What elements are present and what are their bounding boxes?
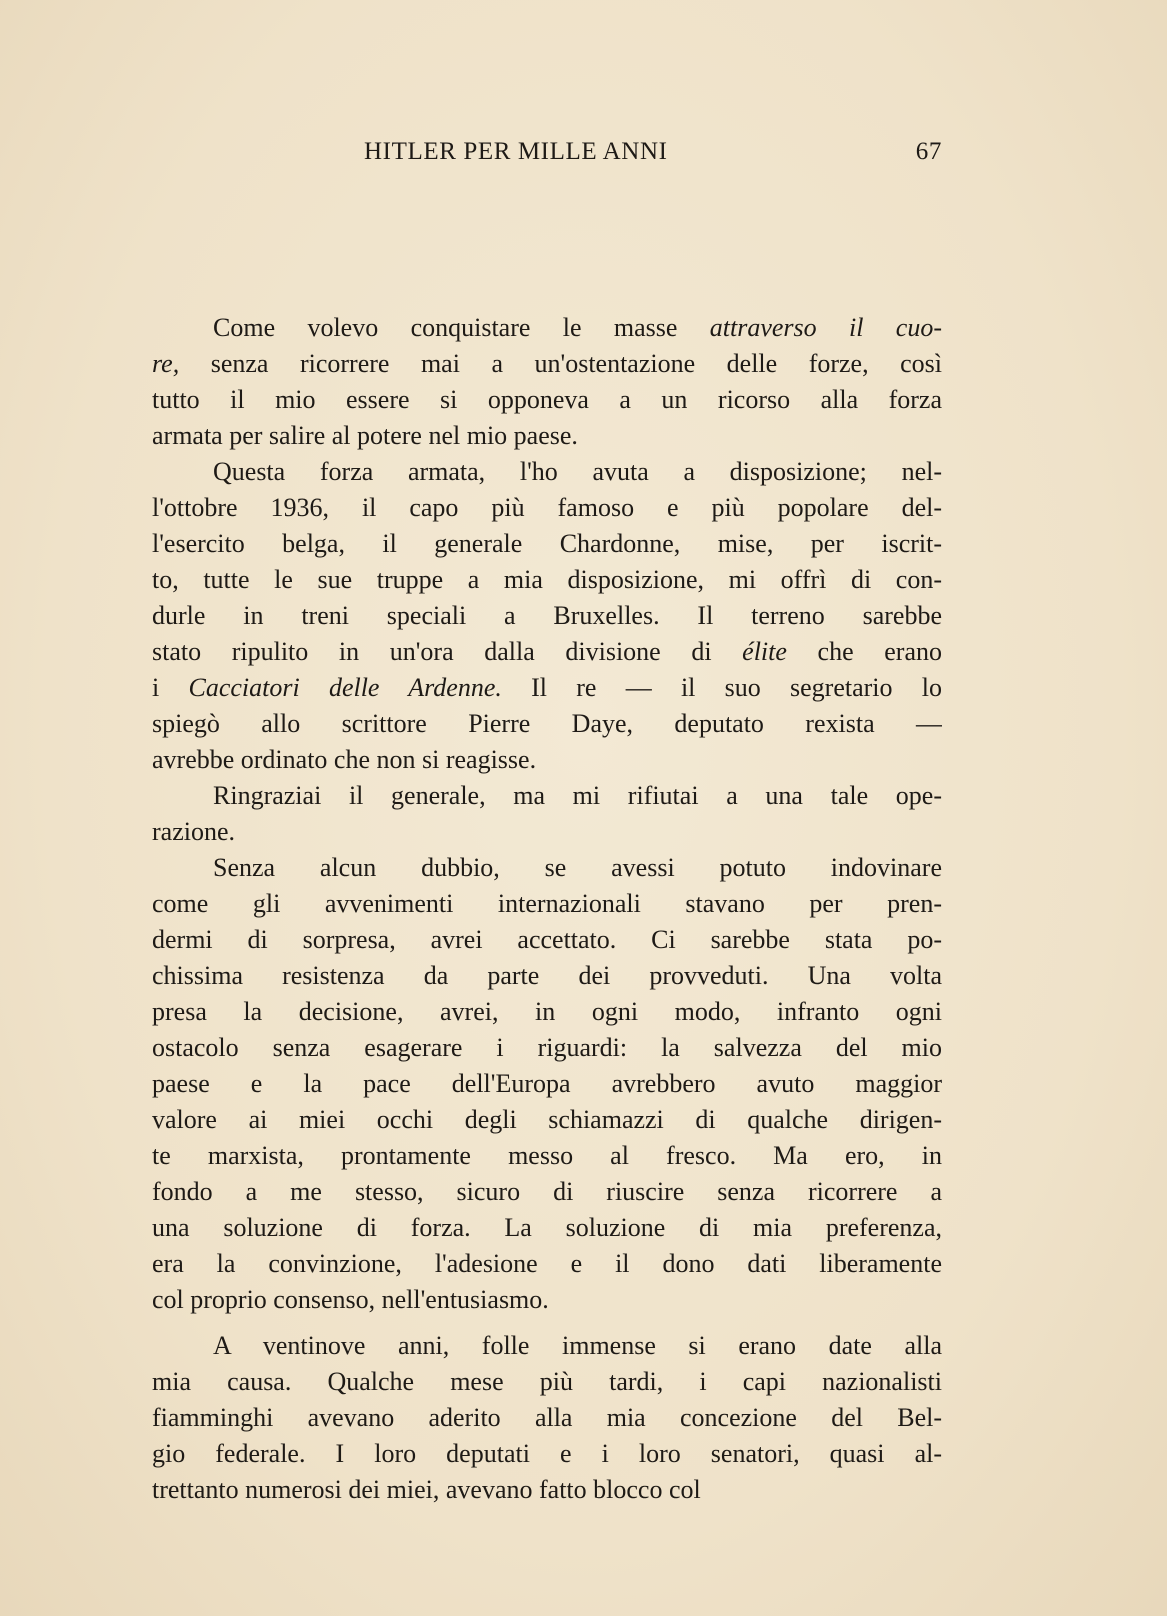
- text-line: una soluzione di forza. La soluzione di mia preferenza,: [152, 1213, 942, 1242]
- running-head: [152, 138, 942, 178]
- text-line: te marxista, prontamente messo al fresco. Ma ero, in: [152, 1141, 942, 1170]
- text-line: Questa forza armata, l'ho avuta a disposizione; nel-: [213, 457, 942, 486]
- text-line: spiegò allo scrittore Pierre Daye, deputato rexista —: [152, 709, 942, 738]
- text-line: to, tutte le sue truppe a mia disposizione, mi offrì di con-: [152, 565, 942, 594]
- italic-text: élite: [742, 637, 787, 666]
- text-line: valore ai miei occhi degli schiamazzi di qualche dirigen-: [152, 1105, 942, 1134]
- text-line: l'ottobre 1936, il capo più famoso e più popolare del-: [152, 493, 942, 522]
- text-line: i Cacciatori delle Ardenne. Il re — il suo segretario lo: [152, 673, 942, 702]
- text-line: col proprio consenso, nell'entusiasmo.: [152, 1285, 549, 1314]
- body-text: [152, 310, 942, 1508]
- text-line: Ringraziai il generale, ma mi rifiutai a una tale ope-: [213, 781, 942, 810]
- running-title: HITLER PER MILLE ANNI: [364, 138, 668, 165]
- paragraph: [152, 778, 942, 850]
- text-line: mia causa. Qualche mese più tardi, i capi nazionalisti: [152, 1367, 942, 1396]
- paragraph-gap: [152, 1318, 942, 1328]
- italic-text: re,: [152, 349, 180, 378]
- text-line: gio federale. I loro deputati e i loro senatori, quasi al-: [152, 1439, 942, 1468]
- text-line: trettanto numerosi dei miei, avevano fatto blocco col: [152, 1475, 701, 1504]
- text-line: tutto il mio essere si opponeva a un ricorso alla forza: [152, 385, 942, 414]
- text-line: paese e la pace dell'Europa avrebbero avuto maggior: [152, 1069, 942, 1098]
- text-line: Senza alcun dubbio, se avessi potuto indovinare: [213, 853, 942, 882]
- text-line: dermi di sorpresa, avrei accettato. Ci sarebbe stata po-: [152, 925, 942, 954]
- text-line: era la convinzione, l'adesione e il dono dati liberamente: [152, 1249, 942, 1278]
- text-line: re, senza ricorrere mai a un'ostentazione delle forze, così: [152, 349, 942, 378]
- italic-text: Cacciatori delle Ardenne.: [188, 673, 502, 702]
- page-number: 67: [915, 138, 942, 165]
- text-line: fondo a me stesso, sicuro di riuscire senza ricorrere a: [152, 1177, 942, 1206]
- text-line: avrebbe ordinato che non si reagisse.: [152, 745, 537, 774]
- paragraph: [152, 310, 942, 454]
- text-line: durle in treni speciali a Bruxelles. Il terreno sarebbe: [152, 601, 942, 630]
- text-line: come gli avvenimenti internazionali stavano per pren-: [152, 889, 942, 918]
- paragraph: [152, 1328, 942, 1508]
- text-line: stato ripulito in un'ora dalla divisione di élite che erano: [152, 637, 942, 666]
- paragraph: [152, 850, 942, 1318]
- text-line: l'esercito belga, il generale Chardonne, mise, per iscrit-: [152, 529, 942, 558]
- italic-text: attraverso il cuo-: [709, 313, 942, 342]
- text-line: chissima resistenza da parte dei provveduti. Una volta: [152, 961, 942, 990]
- text-line: razione.: [152, 817, 236, 846]
- text-line: A ventinove anni, folle immense si erano date alla: [213, 1331, 942, 1360]
- text-line: Come volevo conquistare le masse attraverso il cuo-: [213, 313, 942, 342]
- text-line: ostacolo senza esagerare i riguardi: la salvezza del mio: [152, 1033, 942, 1062]
- text-line: presa la decisione, avrei, in ogni modo, infranto ogni: [152, 997, 942, 1026]
- text-line: fiamminghi avevano aderito alla mia concezione del Bel-: [152, 1403, 942, 1432]
- text-line: armata per salire al potere nel mio paese.: [152, 421, 578, 450]
- paragraph: [152, 454, 942, 778]
